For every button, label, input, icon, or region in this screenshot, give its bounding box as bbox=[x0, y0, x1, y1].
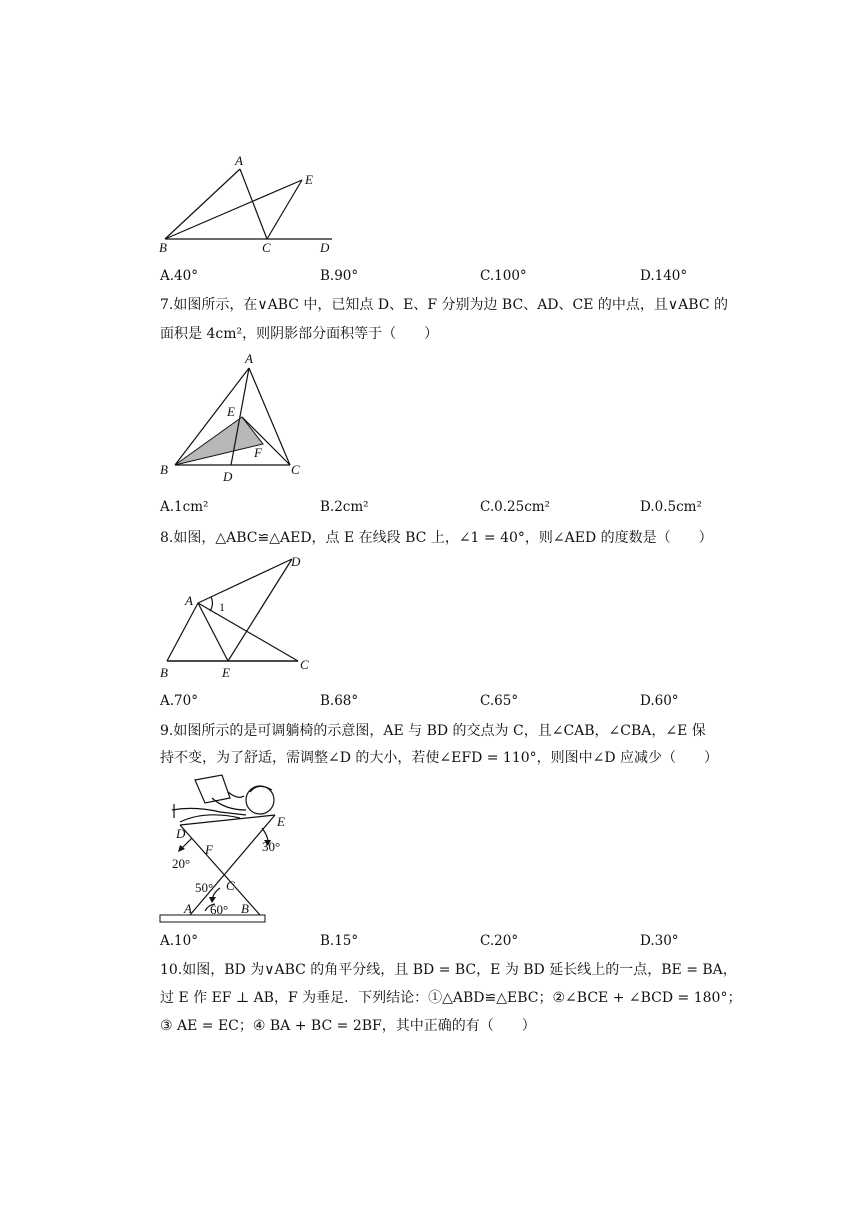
q7-option-c[interactable]: C.0.25cm² bbox=[480, 499, 550, 515]
q9-figure bbox=[150, 770, 300, 930]
q9-angle-50: 50° bbox=[195, 880, 214, 895]
q7-option-b[interactable]: B.2cm² bbox=[320, 499, 369, 515]
q8-label-a: A bbox=[185, 593, 193, 608]
q6-option-c[interactable]: C.100° bbox=[480, 268, 527, 284]
q9-option-d[interactable]: D.30° bbox=[640, 933, 679, 949]
q9-label-b: B bbox=[241, 901, 249, 916]
q9-label-e: E bbox=[277, 814, 285, 829]
q9-angle-30: 30° bbox=[262, 839, 281, 854]
q7-label-f: F bbox=[254, 445, 262, 460]
q8-label-c: C bbox=[300, 657, 309, 672]
q8-option-d[interactable]: D.60° bbox=[640, 693, 679, 709]
q7-label-d: D bbox=[223, 469, 233, 484]
q9-stem-line1: 9.如图所示的是可调躺椅的示意图，AE 与 BD 的交点为 C，且∠CAB，∠CBA，∠E 保 bbox=[160, 723, 706, 739]
q7-label-a: A bbox=[245, 351, 253, 366]
q7-figure bbox=[155, 350, 315, 485]
q6-line-be bbox=[165, 180, 302, 239]
q9-angle-20: 20° bbox=[172, 856, 191, 871]
q8-line-ab bbox=[167, 603, 198, 661]
q6-option-d[interactable]: D.140° bbox=[640, 268, 688, 284]
q8-label-b: B bbox=[160, 665, 168, 680]
q10-stem-line3: ③ AE = EC；④ BA + BC = 2BF，其中正确的有（ ） bbox=[160, 1018, 536, 1034]
q6-line-ec bbox=[267, 180, 302, 239]
q8-option-c[interactable]: C.65° bbox=[480, 693, 519, 709]
q7-label-e: E bbox=[227, 404, 235, 419]
q6-figure bbox=[150, 150, 350, 260]
q9-option-c[interactable]: C.20° bbox=[480, 933, 519, 949]
q8-option-b[interactable]: B.68° bbox=[320, 693, 359, 709]
q10-stem-line2: 过 E 作 EF ⊥ AB，F 为垂足．下列结论：①△ABD≌△EBC；②∠BCE + ∠BCD = 180°； bbox=[160, 990, 742, 1006]
q8-label-d: D bbox=[291, 554, 301, 569]
q6-label-a: A bbox=[235, 153, 243, 168]
q8-stem-line1: 8.如图，△ABC≌△AED，点 E 在线段 BC 上，∠1 = 40°，则∠AED 的度数是（ ） bbox=[160, 530, 713, 546]
q6-label-b: B bbox=[159, 240, 167, 255]
q7-label-b: B bbox=[160, 462, 168, 477]
q8-label-e: E bbox=[222, 665, 230, 680]
q6-line-ac bbox=[240, 169, 267, 239]
q6-label-c: C bbox=[262, 240, 271, 255]
q6-label-e: E bbox=[305, 172, 313, 187]
q6-option-b[interactable]: B.90° bbox=[320, 268, 359, 284]
q6-line-ba bbox=[165, 169, 240, 239]
q9-stem-line2: 持不变，为了舒适，需调整∠D 的大小，若使∠EFD = 110°，则图中∠D 应减少（ ） bbox=[160, 750, 719, 766]
q6-option-a[interactable]: A.40° bbox=[160, 268, 198, 284]
q9-option-a[interactable]: A.10° bbox=[160, 933, 198, 949]
q9-label-a: A bbox=[184, 901, 192, 916]
q9-person-sketch bbox=[172, 775, 274, 822]
q9-label-d: D bbox=[176, 826, 186, 841]
q7-option-d[interactable]: D.0.5cm² bbox=[640, 499, 702, 515]
q7-stem-line1: 7.如图所示，在∨ABC 中，已知点 D、E、F 分别为边 BC、AD、CE 的中点，且∨ABC 的 bbox=[160, 297, 728, 313]
q7-label-c: C bbox=[291, 462, 300, 477]
q7-stem-line2: 面积是 4cm²，则阴影部分面积等于（ ） bbox=[160, 326, 439, 342]
q7-option-a[interactable]: A.1cm² bbox=[160, 499, 209, 515]
q9-angle-60: 60° bbox=[210, 902, 229, 917]
q9-option-b[interactable]: B.15° bbox=[320, 933, 359, 949]
q8-option-a[interactable]: A.70° bbox=[160, 693, 198, 709]
q9-line-ae bbox=[190, 815, 275, 915]
q9-label-f: F bbox=[205, 842, 213, 857]
q8-figure bbox=[150, 550, 325, 685]
q10-stem-line1: 10.如图，BD 为∨ABC 的角平分线，且 BD = BC，E 为 BD 延长线上的一点，BE = BA， bbox=[160, 962, 737, 978]
q8-angle-arc bbox=[210, 597, 212, 611]
q8-angle-label: 1 bbox=[219, 600, 225, 614]
q6-label-d: D bbox=[320, 240, 330, 255]
q9-label-c: C bbox=[226, 878, 235, 893]
